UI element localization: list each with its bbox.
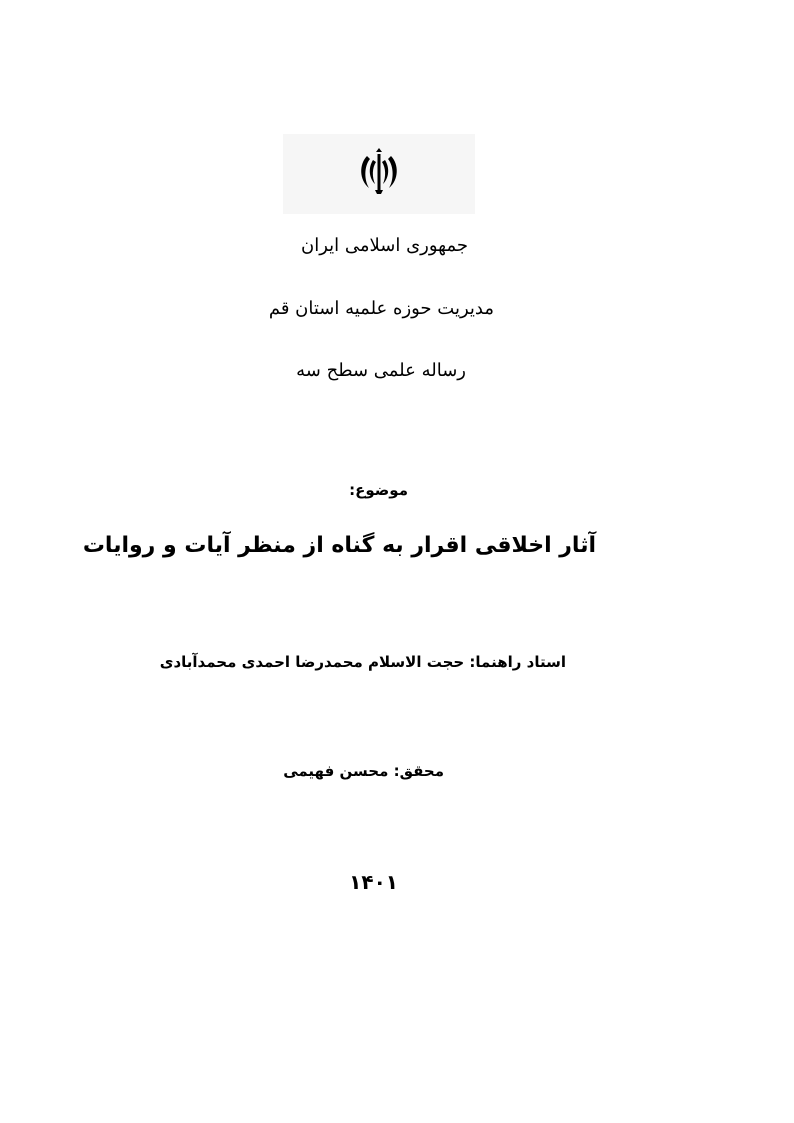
topic-label: موضوع: <box>349 481 408 499</box>
year: ۱۴۰۱ <box>349 870 398 894</box>
thesis-title: آثار اخلاقی اقرار به گناه از منظر آیات و روایات <box>82 533 596 558</box>
supervisor-line: استاد راهنما: حجت الاسلام محمدرضا احمدی محمدآبادی <box>159 653 566 671</box>
thesis-level: رساله علمی سطح سه <box>296 360 466 381</box>
emblem-of-iran-icon <box>357 146 401 196</box>
country-name: جمهوری اسلامی ایران <box>301 235 468 256</box>
office-name: مدیریت حوزه علمیه استان قم <box>268 298 494 319</box>
emblem-box <box>283 134 475 214</box>
researcher-line: محقق: محسن فهیمی <box>283 762 444 780</box>
